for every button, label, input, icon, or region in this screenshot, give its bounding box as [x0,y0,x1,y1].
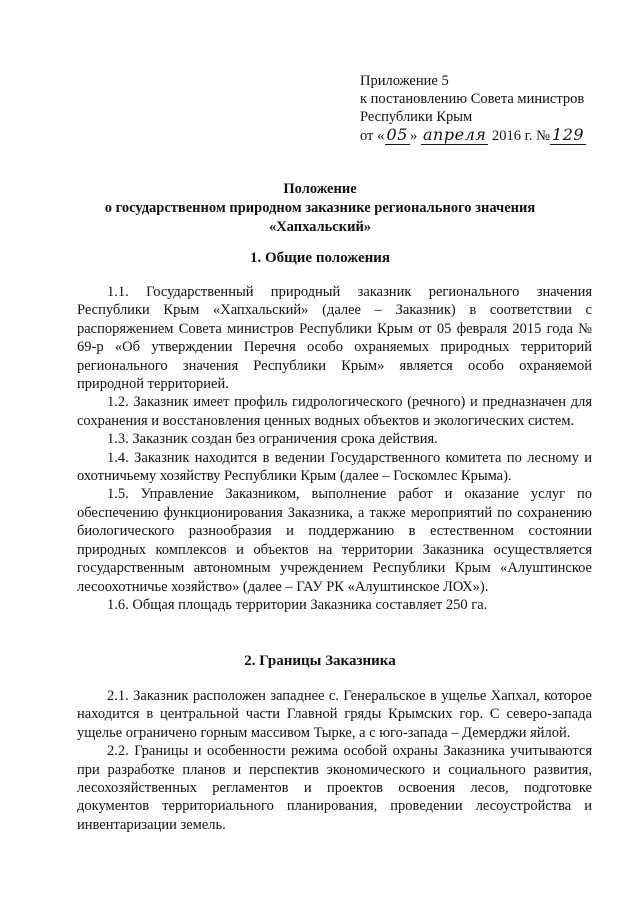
section-2-body [77,687,592,834]
paragraph-1-1: 1.1. Государственный природный заказник регионального значения Республики Крым «Хапхальский» (далее – Заказник) в соответствии с распоряжением Совета министров Республики Крым от 05 февраля 2015 года № 69-р «Об утверждении Перечня особо охраняемых природных территорий регионального значения Республики Крым» является особо охраняемой природной территорией. [77,284,592,393]
appendix-date-line [360,126,620,145]
paragraph-1-4: 1.4. Заказник находится в ведении Государственного комитета по лесному и охотничьему хозяйству Республики Крым (далее – Госкомлес Крыма). [77,449,592,485]
appendix-line-3: Республики Крым [360,109,473,125]
date-prefix: от [360,128,374,144]
paragraph-1-5: 1.5. Управление Заказником, выполнение работ и оказание услуг по обеспечению функционирования Заказника, а также мероприятий по сохранению биологического разнообразия и поддержанию в естественном состоянии природных комплексов и объектов на территории Заказника осуществляется государственным автономным учреждением Республики Крым «Алуштинское лесоохотничье хозяйство» (далее – ГАУ РК «Алуштинское ЛОХ»). [77,486,592,595]
paragraph-2-1: 2.1. Заказник расположен западнее с. Генеральское в ущелье Хапхал, которое находится в центральной части Главной гряды Крымских гор. С северо-запада ущелье ограничено горным массивом Тырке, а с юго-запада – Демерджи яйлой. [77,688,592,741]
appendix-line-2: к постановлению Совета министров [360,91,585,107]
section-1-heading: 1. Общие положения [249,250,391,266]
appendix-line-1: Приложение 5 [360,73,449,89]
paragraph-1-3: 1.3. Заказник создан без ограничения срока действия. [107,431,438,448]
title-line-3: «Хапхальский» [268,219,372,235]
title-line-2: о государственном природном заказнике регионального значения [104,200,536,216]
section-1-body [77,283,592,614]
paragraph-2-2: 2.2. Границы и особенности режима особой охраны Заказника учитываются при разработке планов и перспектив экономического и социального развития, лесохозяйственных регламентов и проектов освоения лесов, подготовке документов территориального планирования, проведении лесоустройства и инвентаризации земель. [77,743,592,833]
document-title [0,180,640,237]
date-year: 2016 г. № [491,128,551,144]
date-month-handwritten: апреля [423,125,487,144]
date-day-handwritten: 05 [386,125,408,144]
date-close-quote: » [409,128,418,144]
date-open-quote: « [377,128,385,144]
appendix-block [360,72,620,145]
paragraph-1-6: 1.6. Общая площадь территории Заказника составляет 250 га. [107,596,488,613]
paragraph-1-2: 1.2. Заказник имеет профиль гидрологического (речного) и предназначен для сохранения и восстановления ценных водных объектов и экологических систем. [77,394,592,429]
date-number-handwritten: 129 [552,125,585,144]
title-line-1: Положение [283,181,357,197]
section-2-heading: 2. Границы Заказника [244,653,396,669]
